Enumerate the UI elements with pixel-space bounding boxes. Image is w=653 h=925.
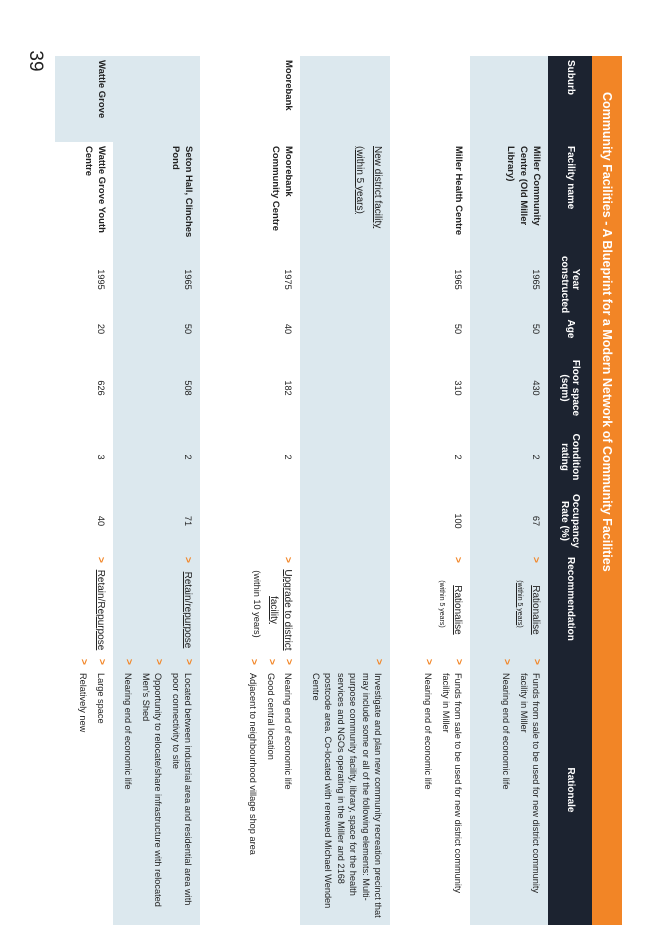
header-occupancy: Occupancy Rate (%)	[548, 489, 592, 553]
cell-occupancy: 100	[390, 489, 470, 553]
rationale-item: > Funds from sale to be used for new district community facility in Miller	[439, 659, 464, 921]
page-number: 39	[25, 50, 46, 72]
cell-suburb	[113, 56, 200, 142]
recommendation-text: > Retain/repurpose	[181, 557, 195, 651]
new-facility-timeframe: (within 5 years)	[354, 146, 366, 214]
rationale-item: > Investigate and plan new community recreation precinct that may include some or all of the following elements: Multi-purpose community facility, library, space for the health services and NGOs operating in the Miller and 2168 postcode area. Co-located with renewed Michael Wenden Centre	[309, 659, 384, 921]
recommendation-timeframe: (within 10 years)	[252, 570, 262, 638]
rotated-page	[58, 56, 622, 925]
cell-facility	[300, 142, 390, 252]
header-floor: Floor space (sqm)	[548, 351, 592, 425]
rationale-item: > Nearing end of economic life	[422, 659, 434, 921]
cell-condition	[300, 425, 390, 489]
cell-suburb	[300, 56, 390, 142]
recommendation-text: > Retain/Repurpose	[93, 557, 107, 651]
rationale-item: > Nearing end of economic life	[500, 659, 512, 921]
rationale-item: > Opportunity to relocate/share infrastructure with relocated Men's Shed	[139, 659, 164, 921]
cell-year: 1975	[200, 252, 300, 307]
cell-condition: 2	[113, 425, 200, 489]
cell-condition: 2	[200, 425, 300, 489]
cell-occupancy	[300, 489, 390, 553]
recommendation-text: > Upgrade to district facility	[267, 557, 294, 651]
header-row	[548, 56, 592, 925]
cell-floor	[300, 351, 390, 425]
recommendation-timeframe: (within 5 years)	[516, 580, 524, 628]
cell-rationale	[390, 655, 470, 925]
rationale-item: > Adjacent to neighbourhood village shop area	[247, 659, 259, 921]
cell-facility: Seton Hall, Clinches Pond	[113, 142, 200, 252]
table-title: Community Facilities - A Blueprint for a Modern Network of Community Facilities	[592, 56, 622, 925]
table-row	[113, 56, 200, 925]
cell-floor: 626	[55, 351, 113, 425]
rationale-item: > Large space	[94, 659, 106, 921]
rationale-item: > Good central location	[264, 659, 276, 921]
cell-year: 1965	[390, 252, 470, 307]
cell-condition: 3	[55, 425, 113, 489]
cell-year: 1995	[55, 252, 113, 307]
cell-floor: 430	[470, 351, 548, 425]
new-facility-label: New district facility	[372, 146, 383, 229]
cell-floor: 182	[200, 351, 300, 425]
header-suburb: Suburb	[548, 56, 592, 142]
header-condition: Condition rating	[548, 425, 592, 489]
cell-facility: Moorebank Community Centre	[200, 142, 300, 252]
cell-age	[300, 307, 390, 351]
cell-facility: Miller Health Centre	[390, 142, 470, 252]
cell-year: 1965	[470, 252, 548, 307]
cell-rationale	[55, 655, 113, 925]
header-year: Year constructed	[548, 252, 592, 307]
cell-rationale	[200, 655, 300, 925]
cell-recommendation	[200, 553, 300, 655]
cell-recommendation	[55, 553, 113, 655]
cell-suburb	[390, 56, 470, 142]
header-rationale: Rationale	[548, 655, 592, 925]
table-row	[200, 56, 300, 925]
cell-recommendation	[113, 553, 200, 655]
table-row	[300, 56, 390, 925]
cell-occupancy: 40	[55, 489, 113, 553]
cell-floor: 310	[390, 351, 470, 425]
recommendation-text: > Rationalise	[451, 557, 465, 651]
cell-suburb: Moorebank	[200, 56, 300, 142]
rationale-item: > Funds from sale to be used for new district community facility in Miller	[517, 659, 542, 921]
table-row	[470, 56, 548, 925]
table-row	[390, 56, 470, 925]
cell-floor: 508	[113, 351, 200, 425]
cell-age: 50	[470, 307, 548, 351]
cell-age: 50	[390, 307, 470, 351]
rationale-item: > Relatively new	[77, 659, 89, 921]
cell-occupancy: 71	[113, 489, 200, 553]
table-row	[55, 56, 113, 925]
facilities-table	[55, 56, 592, 925]
rationale-item: > Nearing end of economic life	[122, 659, 134, 921]
cell-rationale	[113, 655, 200, 925]
cell-facility: Wattle Grove Youth Centre	[55, 142, 113, 252]
header-age: Age	[548, 307, 592, 351]
cell-recommendation	[470, 553, 548, 655]
rationale-item: > Located between industrial area and residential area with poor connectivity to site	[169, 659, 194, 921]
cell-age: 50	[113, 307, 200, 351]
cell-suburb	[470, 56, 548, 142]
cell-condition: 2	[390, 425, 470, 489]
header-recommendation: Recommendation	[548, 553, 592, 655]
recommendation-timeframe: (within 5 years)	[438, 580, 446, 628]
header-facility: Facility name	[548, 142, 592, 252]
cell-year	[300, 252, 390, 307]
cell-age: 40	[200, 307, 300, 351]
cell-year: 1965	[113, 252, 200, 307]
cell-condition: 2	[470, 425, 548, 489]
rationale-item: > Nearing end of economic life	[282, 659, 294, 921]
cell-occupancy: 67	[470, 489, 548, 553]
recommendation-text: > Rationalise	[529, 557, 543, 651]
cell-facility: Miller Community Centre (Old Miller Library)	[470, 142, 548, 252]
cell-age: 20	[55, 307, 113, 351]
cell-recommendation	[300, 553, 390, 655]
cell-rationale	[470, 655, 548, 925]
cell-suburb: Wattle Grove	[55, 56, 113, 142]
cell-occupancy	[200, 489, 300, 553]
cell-rationale	[300, 655, 390, 925]
cell-recommendation	[390, 553, 470, 655]
